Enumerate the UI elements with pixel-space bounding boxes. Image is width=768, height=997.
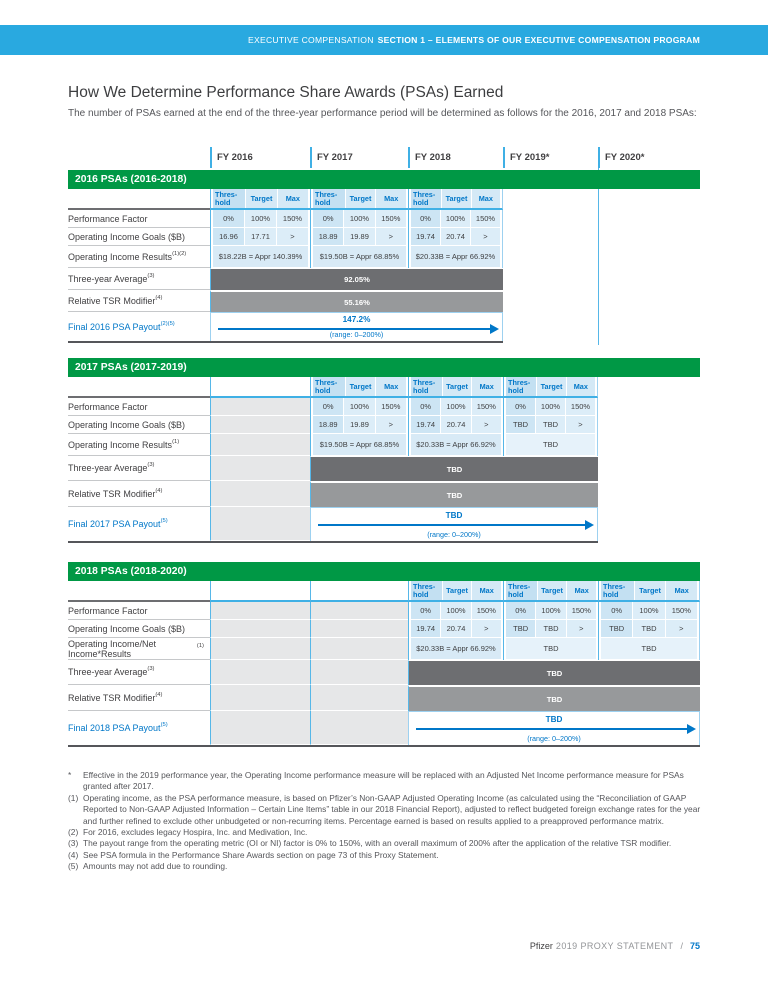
header-section-label: EXECUTIVE COMPENSATION: [248, 35, 374, 45]
row-label: Relative TSR Modifier (4): [68, 481, 210, 507]
result-cell: $20.33B = Appr 66.92%: [411, 638, 501, 660]
result-cell: $18.22B = Appr 140.39%: [213, 246, 308, 268]
fy2017-empty-cell: [310, 620, 408, 638]
cell: 18.89: [313, 228, 344, 246]
table-2018: [68, 581, 700, 747]
result-cell: $19.50B = Appr 68.85%: [313, 246, 406, 268]
cell: >: [666, 620, 697, 638]
result-cell: TBD: [601, 638, 697, 660]
fy2016-empty-cell: [210, 620, 310, 638]
arrowhead-icon: [490, 324, 499, 334]
target-header: Target: [443, 377, 473, 396]
footnote: (2) For 2016, excludes legacy Hospira, Inc. and Medivation, Inc.: [68, 827, 308, 838]
target-header: Target: [346, 377, 377, 396]
cell: >: [472, 416, 501, 434]
max-header: Max: [567, 377, 595, 396]
cell: 0%: [506, 602, 536, 620]
fy2017-empty-cell: [310, 711, 408, 745]
fy2018-subheader-group: [408, 189, 503, 210]
cell: 100%: [536, 398, 566, 416]
performance-factor-row: [68, 398, 598, 416]
cell: 0%: [411, 210, 441, 228]
fy2017-subheader-group: [310, 377, 408, 398]
fy2019-subheader-group: [503, 377, 598, 398]
three-year-average-bar: TBD: [310, 456, 598, 481]
tsr-modifier-bar: 55.16%: [210, 290, 503, 312]
fy2016-empty-cell: [210, 416, 310, 434]
row-label: Performance Factor: [68, 398, 210, 416]
cell: TBD: [506, 416, 536, 434]
cell: 150%: [666, 602, 697, 620]
max-header: Max: [376, 189, 406, 208]
cell: 150%: [566, 398, 595, 416]
max-header: Max: [567, 581, 596, 600]
tsr-modifier-bar: TBD: [408, 685, 700, 711]
cell: 100%: [441, 602, 471, 620]
footer-brand: Pfizer: [529, 941, 553, 951]
fy2016-empty-cell: [210, 602, 310, 620]
payout-range-arrow: [211, 325, 502, 329]
row-label: Final 2018 PSA Payout (5): [68, 722, 168, 733]
fy2018-subheader-group: [408, 581, 503, 602]
cell: 0%: [506, 398, 536, 416]
fy2016-empty-cell: [210, 685, 310, 711]
target-header: Target: [538, 581, 568, 600]
max-header: Max: [472, 377, 501, 396]
threshold-header: Thres- hold: [411, 581, 443, 600]
cell: >: [472, 620, 501, 638]
footer-page-number: 75: [689, 941, 700, 951]
cell: 100%: [536, 602, 566, 620]
fy2016-empty-cell: [210, 456, 310, 481]
row-label: Performance Factor: [68, 602, 210, 620]
payout-range-arrow: [409, 725, 699, 733]
relative-tsr-modifier-row: [68, 685, 700, 711]
table-2016-title: 2016 PSAs (2016-2018): [75, 174, 187, 185]
cell: 20.74: [441, 228, 471, 246]
footnotes: [68, 770, 706, 873]
fy2020-subheader-group: [598, 581, 700, 602]
cell: >: [277, 228, 308, 246]
cell: 100%: [441, 398, 471, 416]
fy-2020-header: FY 2020*: [598, 147, 700, 168]
cell: TBD: [536, 620, 566, 638]
cell: 150%: [376, 398, 406, 416]
footer-statement: 2019 PROXY STATEMENT: [555, 941, 674, 951]
cell: TBD: [536, 416, 566, 434]
fy-2019-header: FY 2019*: [503, 147, 598, 168]
fy2016-empty-column: [210, 377, 310, 398]
performance-factor-row: [68, 602, 700, 620]
fy2016-empty-cell: [210, 434, 310, 456]
row-label: Operating Income Goals ($B): [68, 620, 210, 638]
fy2016-empty-cell: [210, 660, 310, 685]
cell: >: [471, 228, 500, 246]
fy2016-subheader-group: [210, 189, 310, 210]
result-cell: $20.33B = Appr 66.92%: [411, 246, 500, 268]
payout-value: 147.2%: [342, 315, 371, 324]
cell: 16.96: [213, 228, 245, 246]
row-label: Performance Factor: [68, 210, 210, 228]
operating-income-goals-row: [68, 228, 503, 246]
target-header: Target: [443, 581, 473, 600]
subheader-row: [68, 581, 700, 602]
max-header: Max: [472, 189, 500, 208]
cell: 100%: [344, 398, 375, 416]
target-header: Target: [537, 377, 566, 396]
cell: >: [566, 416, 595, 434]
footnote: (4) See PSA formula in the Performance Share Awards section on page 73 of this Proxy Statement.: [68, 849, 439, 860]
fy2016-empty-cell: [210, 481, 310, 507]
fy2016-empty-column: [210, 581, 310, 602]
header-title-label: SECTION 1 – ELEMENTS OF OUR EXECUTIVE COMPENSATION PROGRAM: [377, 35, 700, 45]
subheader-spacer: [68, 581, 210, 602]
page-title: How We Determine Performance Share Awards (PSAs) Earned: [68, 84, 504, 101]
payout-range-arrow: [311, 521, 597, 529]
target-header: Target: [246, 189, 277, 208]
fy2017-empty-cell: [310, 660, 408, 685]
cell: 150%: [277, 210, 308, 228]
fy-2017-header: FY 2017: [310, 147, 408, 168]
payout-value: TBD: [545, 714, 563, 724]
fy2017-subheader-group: [310, 189, 408, 210]
max-header: Max: [278, 189, 308, 208]
cell: 150%: [471, 210, 500, 228]
cell: 150%: [472, 398, 501, 416]
fy2017-empty-cell: [310, 638, 408, 660]
fiscal-year-header-row: [210, 147, 700, 168]
target-header: Target: [346, 189, 377, 208]
fy2016-empty-cell: [210, 507, 310, 541]
operating-income-results-row: [68, 638, 700, 660]
payout-range-label: (range: 0–200%): [329, 330, 384, 339]
table-2016: [68, 189, 503, 343]
cell: 19.74: [411, 416, 441, 434]
three-year-average-row: [68, 268, 503, 290]
max-header: Max: [376, 377, 406, 396]
final-payout-row: [68, 312, 503, 343]
cell: 0%: [313, 210, 344, 228]
footnote: (1) Operating income, as the PSA performance measure, is based on Pfizer’s Non-GAAP Adjusted Operating Income (as calculated using the “Reconciliation of GAAP Reported to Non-GAAP Adjusted Information – Certain Line Items” table in our 2018 Financial Report), adjusted to reflect budgeted foreign exchange rates for the year and further refined to exclude other unbudgeted or non-recurring items. Percentage earned is based on results applied to a preapproved performance matrix.: [68, 792, 701, 826]
cell: TBD: [633, 620, 665, 638]
payout-range-label: (range: 0–200%): [427, 529, 481, 539]
table-2016-title-band: [68, 170, 700, 189]
fy2017-empty-cell: [310, 685, 408, 711]
result-cell: $20.33B = Appr 66.92%: [411, 434, 501, 456]
table-2017: [68, 377, 598, 543]
cell: 0%: [313, 398, 344, 416]
page-footer: [68, 941, 700, 951]
threshold-header: Thres- hold: [213, 189, 246, 208]
result-cell: TBD: [506, 434, 595, 456]
tsr-modifier-bar: TBD: [310, 481, 598, 507]
fy2016-empty-cell: [210, 398, 310, 416]
cell: 150%: [567, 602, 596, 620]
target-header: Target: [635, 581, 667, 600]
cell: TBD: [506, 620, 536, 638]
table-2018-title: 2018 PSAs (2018-2020): [75, 566, 187, 577]
operating-income-goals-row: [68, 620, 700, 638]
footnote: (5) Amounts may not add due to rounding.: [68, 861, 228, 872]
fy-2018-header: FY 2018: [408, 147, 503, 168]
relative-tsr-modifier-row: [68, 481, 598, 507]
row-label: Operating Income/Net Income*Results (1): [68, 638, 210, 660]
header-bar: [0, 25, 768, 55]
row-label: Final 2016 PSA Payout (2)(5): [68, 320, 175, 332]
footer-separator: /: [680, 941, 683, 951]
cell: >: [567, 620, 596, 638]
operating-income-goals-row: [68, 416, 598, 434]
fy2017-empty-cell: [310, 602, 408, 620]
operating-income-results-row: [68, 434, 598, 456]
cell: 0%: [601, 602, 633, 620]
threshold-header: Thres- hold: [411, 189, 442, 208]
max-header: Max: [666, 581, 697, 600]
cell: TBD: [601, 620, 633, 638]
row-label: Relative TSR Modifier (4): [68, 685, 210, 711]
threshold-header: Thres- hold: [506, 377, 537, 396]
subheader-row: [68, 189, 503, 210]
target-header: Target: [442, 189, 471, 208]
three-year-average-bar: TBD: [408, 660, 700, 685]
threshold-header: Thres- hold: [313, 189, 346, 208]
arrowhead-icon: [585, 520, 594, 530]
fy-2016-header: FY 2016: [210, 147, 310, 168]
three-year-average-row: [68, 660, 700, 685]
row-label: Final 2017 PSA Payout (5): [68, 518, 168, 529]
cell: 150%: [472, 602, 501, 620]
cell: 150%: [376, 210, 406, 228]
cell: 20.74: [441, 416, 471, 434]
cell: 19.89: [344, 228, 375, 246]
row-label: Three-year Average (3): [68, 456, 210, 481]
cell: 18.89: [313, 416, 344, 434]
cell: 17.71: [245, 228, 277, 246]
fy2017-empty-column: [310, 581, 408, 602]
cell: 100%: [245, 210, 277, 228]
fy2019-subheader-group: [503, 581, 598, 602]
final-payout-row: [68, 711, 700, 747]
payout-block: [210, 312, 503, 341]
row-label: Three-year Average (3): [68, 268, 210, 290]
cell: 19.74: [411, 620, 441, 638]
result-cell: TBD: [506, 638, 596, 660]
threshold-header: Thres- hold: [601, 581, 635, 600]
operating-income-results-row: [68, 246, 503, 268]
fy2016-empty-cell: [210, 711, 310, 745]
cell: 20.74: [441, 620, 471, 638]
row-label: Operating Income Results (1)(2): [68, 246, 210, 268]
cell: 19.89: [344, 416, 375, 434]
payout-value: TBD: [445, 510, 463, 520]
table-2017-title-band: [68, 358, 700, 377]
threshold-header: Thres- hold: [411, 377, 443, 396]
row-label: Relative TSR Modifier (4): [68, 290, 210, 312]
payout-range-label: (range: 0–200%): [527, 733, 581, 743]
three-year-average-row: [68, 456, 598, 481]
relative-tsr-modifier-row: [68, 290, 503, 312]
final-payout-row: [68, 507, 598, 543]
footnote: * Effective in the 2019 performance year, the Operating Income performance measure will be replaced with an Adjusted Net Income performance measure for PSAs granted after 2017.: [68, 770, 684, 792]
cell: 0%: [213, 210, 245, 228]
cell: >: [376, 416, 406, 434]
cell: >: [376, 228, 406, 246]
cell: 0%: [411, 398, 441, 416]
cell: 0%: [411, 602, 441, 620]
cell: 19.74: [411, 228, 441, 246]
max-header: Max: [472, 581, 501, 600]
cell: 100%: [441, 210, 471, 228]
performance-factor-row: [68, 210, 503, 228]
fy2018-subheader-group: [408, 377, 503, 398]
three-year-average-bar: 92.05%: [210, 268, 503, 290]
subheader-spacer: [68, 377, 210, 398]
row-label: Operating Income Results (1): [68, 434, 210, 456]
fy2020-column-line: [598, 168, 599, 345]
payout-block: [408, 711, 700, 745]
footnote: (3) The payout range from the operating metric (OI or NI) factor is 0% to 150%, with an overall maximum of 200% after the application of the relative TSR modifier.: [68, 838, 672, 849]
fy2016-empty-cell: [210, 638, 310, 660]
row-label: Operating Income Goals ($B): [68, 228, 210, 246]
table-2018-title-band: [68, 562, 700, 581]
subheader-spacer: [68, 189, 210, 210]
payout-block: [310, 507, 598, 541]
intro-paragraph: The number of PSAs earned at the end of the three-year performance period will be determined as follows for the 2016, 2017 and 2018 PSAs:: [68, 108, 697, 119]
row-label: Operating Income Goals ($B): [68, 416, 210, 434]
arrowhead-icon: [687, 724, 696, 734]
result-cell: $19.50B = Appr 68.85%: [313, 434, 406, 456]
cell: 100%: [633, 602, 665, 620]
threshold-header: Thres- hold: [506, 581, 538, 600]
row-label: Three-year Average (3): [68, 660, 210, 685]
cell: 100%: [344, 210, 375, 228]
threshold-header: Thres- hold: [313, 377, 346, 396]
table-2017-title: 2017 PSAs (2017-2019): [75, 362, 187, 373]
subheader-row: [68, 377, 598, 398]
